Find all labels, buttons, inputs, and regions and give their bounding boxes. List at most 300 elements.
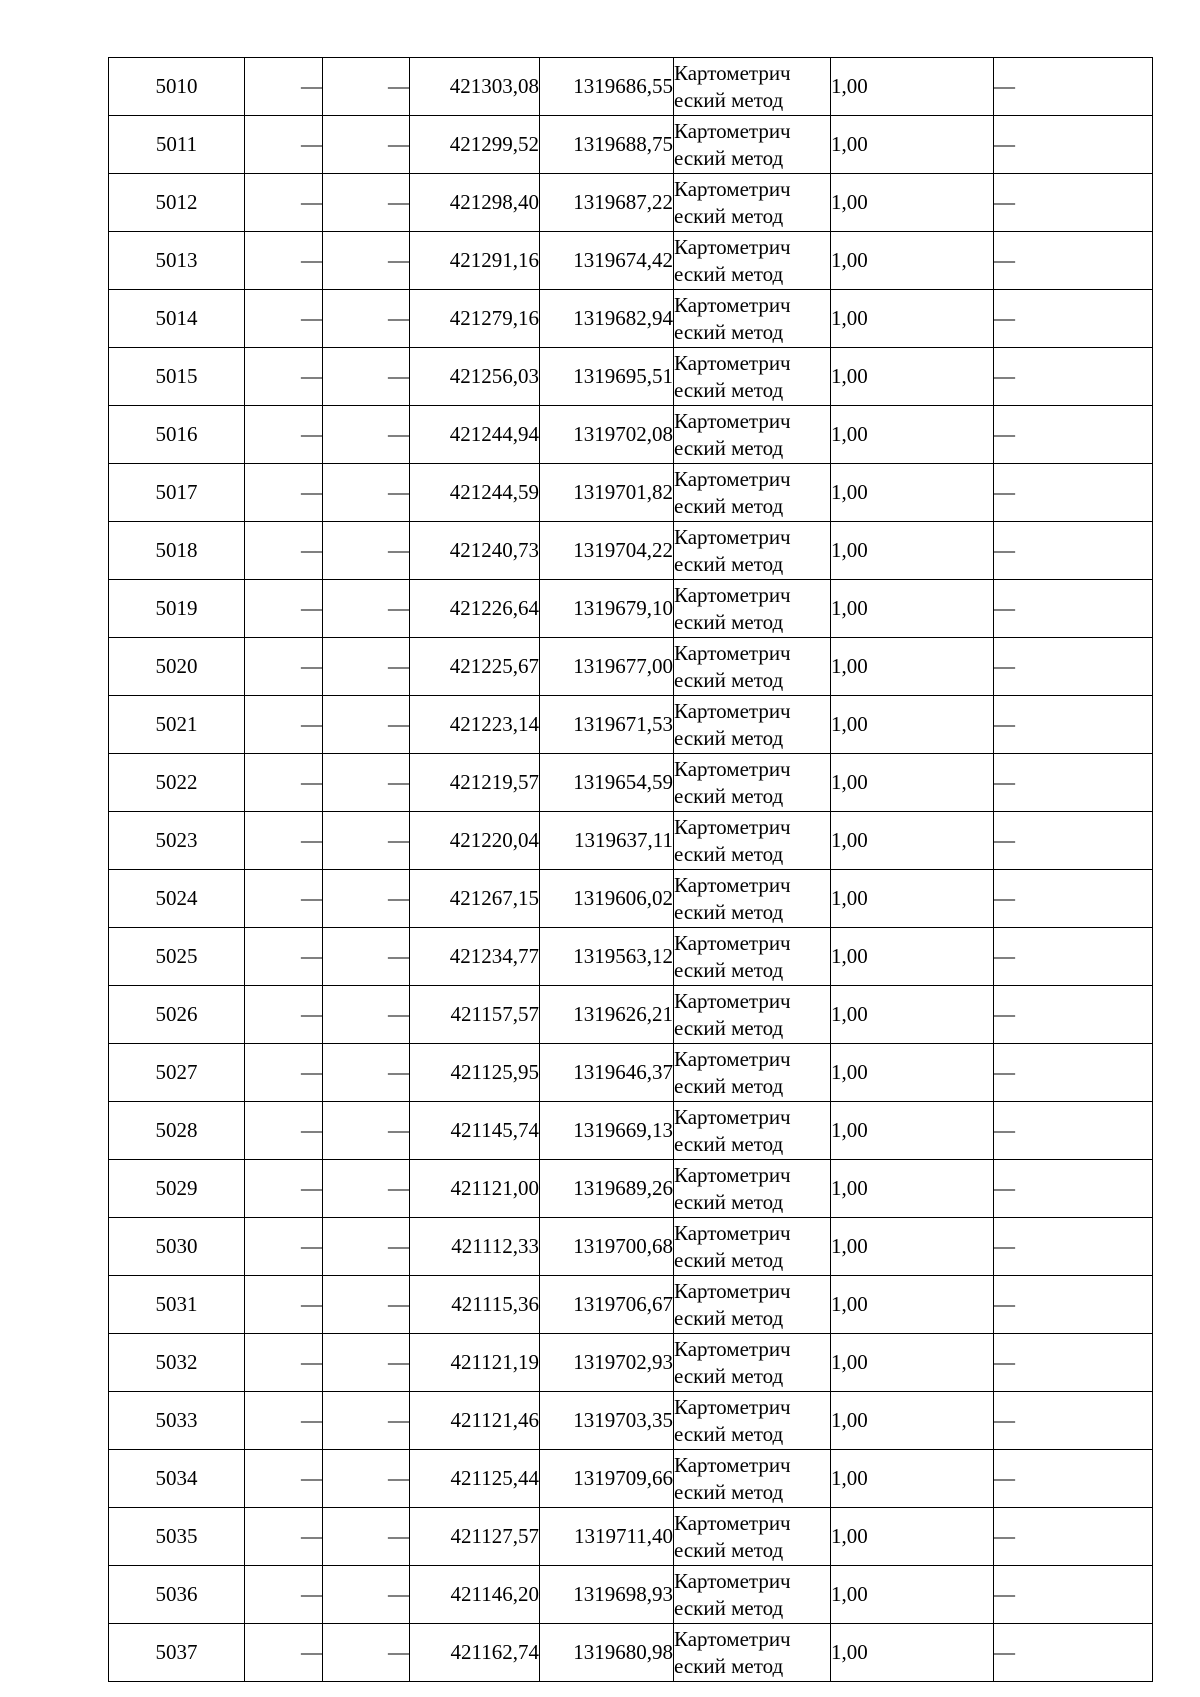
description-dash-cell: — — [994, 406, 1153, 464]
description-dash-cell: — — [994, 1624, 1153, 1682]
empty-dash-cell: — — [323, 1276, 410, 1334]
method-line-1: Картометрич — [674, 1394, 791, 1419]
point-number-cell: 5022 — [109, 754, 245, 812]
table-row — [109, 58, 1153, 116]
method-line-1: Картометрич — [674, 582, 791, 607]
point-number-cell: 5037 — [109, 1624, 245, 1682]
empty-dash-cell: — — [245, 1450, 323, 1508]
description-dash-cell: — — [994, 1392, 1153, 1450]
empty-dash-cell: — — [323, 1566, 410, 1624]
point-number-cell: 5034 — [109, 1450, 245, 1508]
y-coordinate-cell: 1319677,00 — [540, 638, 674, 696]
method-cell — [674, 1102, 831, 1160]
description-dash-cell: — — [994, 232, 1153, 290]
method-cell — [674, 696, 831, 754]
accuracy-cell: 1,00 — [831, 812, 994, 870]
method-cell — [674, 232, 831, 290]
method-line-2: еский метод — [674, 725, 784, 750]
method-line-2: еский метод — [674, 1131, 784, 1156]
method-cell — [674, 406, 831, 464]
description-dash-cell: — — [994, 1160, 1153, 1218]
table-row — [109, 1160, 1153, 1218]
description-dash-cell: — — [994, 290, 1153, 348]
y-coordinate-cell: 1319671,53 — [540, 696, 674, 754]
x-coordinate-cell: 421115,36 — [410, 1276, 540, 1334]
x-coordinate-cell: 421121,00 — [410, 1160, 540, 1218]
method-line-2: еский метод — [674, 957, 784, 982]
table-row — [109, 1508, 1153, 1566]
description-dash-cell: — — [994, 464, 1153, 522]
method-line-1: Картометрич — [674, 756, 791, 781]
table-row — [109, 174, 1153, 232]
method-cell — [674, 116, 831, 174]
method-cell — [674, 1624, 831, 1682]
method-line-2: еский метод — [674, 1305, 784, 1330]
empty-dash-cell: — — [323, 290, 410, 348]
y-coordinate-cell: 1319704,22 — [540, 522, 674, 580]
point-number-cell: 5033 — [109, 1392, 245, 1450]
method-line-2: еский метод — [674, 1479, 784, 1504]
method-line-1: Картометрич — [674, 350, 791, 375]
description-dash-cell: — — [994, 580, 1153, 638]
empty-dash-cell: — — [245, 1566, 323, 1624]
empty-dash-cell: — — [245, 1160, 323, 1218]
description-dash-cell: — — [994, 116, 1153, 174]
method-line-1: Картометрич — [674, 872, 791, 897]
empty-dash-cell: — — [323, 580, 410, 638]
method-line-1: Картометрич — [674, 814, 791, 839]
method-cell — [674, 1334, 831, 1392]
point-number-cell: 5030 — [109, 1218, 245, 1276]
description-dash-cell: — — [994, 870, 1153, 928]
empty-dash-cell: — — [245, 406, 323, 464]
table-row — [109, 928, 1153, 986]
y-coordinate-cell: 1319637,11 — [540, 812, 674, 870]
empty-dash-cell: — — [323, 1392, 410, 1450]
method-cell — [674, 58, 831, 116]
method-line-2: еский метод — [674, 435, 784, 460]
point-number-cell: 5029 — [109, 1160, 245, 1218]
y-coordinate-cell: 1319686,55 — [540, 58, 674, 116]
method-line-2: еский метод — [674, 667, 784, 692]
accuracy-cell: 1,00 — [831, 348, 994, 406]
empty-dash-cell: — — [323, 638, 410, 696]
method-line-1: Картометрич — [674, 176, 791, 201]
method-line-2: еский метод — [674, 1189, 784, 1214]
method-line-2: еский метод — [674, 1421, 784, 1446]
empty-dash-cell: — — [323, 464, 410, 522]
empty-dash-cell: — — [323, 406, 410, 464]
y-coordinate-cell: 1319687,22 — [540, 174, 674, 232]
point-number-cell: 5026 — [109, 986, 245, 1044]
table-row — [109, 1566, 1153, 1624]
method-line-1: Картометрич — [674, 988, 791, 1013]
method-line-1: Картометрич — [674, 1626, 791, 1651]
method-line-1: Картометрич — [674, 1510, 791, 1535]
empty-dash-cell: — — [245, 1392, 323, 1450]
method-line-2: еский метод — [674, 377, 784, 402]
point-number-cell: 5031 — [109, 1276, 245, 1334]
table-row — [109, 1334, 1153, 1392]
empty-dash-cell: — — [323, 986, 410, 1044]
point-number-cell: 5016 — [109, 406, 245, 464]
table-body — [109, 58, 1153, 1682]
empty-dash-cell: — — [245, 986, 323, 1044]
method-line-2: еский метод — [674, 1537, 784, 1562]
method-cell — [674, 1218, 831, 1276]
method-cell — [674, 1392, 831, 1450]
accuracy-cell: 1,00 — [831, 870, 994, 928]
x-coordinate-cell: 421127,57 — [410, 1508, 540, 1566]
x-coordinate-cell: 421112,33 — [410, 1218, 540, 1276]
x-coordinate-cell: 421244,94 — [410, 406, 540, 464]
y-coordinate-cell: 1319689,26 — [540, 1160, 674, 1218]
method-cell — [674, 174, 831, 232]
description-dash-cell: — — [994, 58, 1153, 116]
accuracy-cell: 1,00 — [831, 754, 994, 812]
coordinates-table — [108, 57, 1153, 1682]
table-row — [109, 348, 1153, 406]
point-number-cell: 5028 — [109, 1102, 245, 1160]
y-coordinate-cell: 1319711,40 — [540, 1508, 674, 1566]
x-coordinate-cell: 421121,46 — [410, 1392, 540, 1450]
method-cell — [674, 986, 831, 1044]
empty-dash-cell: — — [245, 116, 323, 174]
method-line-2: еский метод — [674, 203, 784, 228]
y-coordinate-cell: 1319606,02 — [540, 870, 674, 928]
y-coordinate-cell: 1319682,94 — [540, 290, 674, 348]
description-dash-cell: — — [994, 928, 1153, 986]
empty-dash-cell: — — [323, 1624, 410, 1682]
x-coordinate-cell: 421240,73 — [410, 522, 540, 580]
accuracy-cell: 1,00 — [831, 696, 994, 754]
empty-dash-cell: — — [323, 754, 410, 812]
method-line-2: еский метод — [674, 1015, 784, 1040]
y-coordinate-cell: 1319654,59 — [540, 754, 674, 812]
description-dash-cell: — — [994, 1508, 1153, 1566]
accuracy-cell: 1,00 — [831, 406, 994, 464]
empty-dash-cell: — — [245, 464, 323, 522]
y-coordinate-cell: 1319702,93 — [540, 1334, 674, 1392]
accuracy-cell: 1,00 — [831, 1102, 994, 1160]
table-row — [109, 1102, 1153, 1160]
table-row — [109, 870, 1153, 928]
y-coordinate-cell: 1319700,68 — [540, 1218, 674, 1276]
method-line-1: Картометрич — [674, 118, 791, 143]
table-row — [109, 1276, 1153, 1334]
empty-dash-cell: — — [245, 290, 323, 348]
method-cell — [674, 464, 831, 522]
description-dash-cell: — — [994, 696, 1153, 754]
method-line-1: Картометрич — [674, 1104, 791, 1129]
method-cell — [674, 1276, 831, 1334]
method-line-1: Картометрич — [674, 408, 791, 433]
table-row — [109, 1218, 1153, 1276]
empty-dash-cell: — — [323, 348, 410, 406]
table-row — [109, 696, 1153, 754]
x-coordinate-cell: 421256,03 — [410, 348, 540, 406]
x-coordinate-cell: 421291,16 — [410, 232, 540, 290]
description-dash-cell: — — [994, 348, 1153, 406]
y-coordinate-cell: 1319669,13 — [540, 1102, 674, 1160]
description-dash-cell: — — [994, 754, 1153, 812]
point-number-cell: 5032 — [109, 1334, 245, 1392]
empty-dash-cell: — — [323, 232, 410, 290]
method-line-2: еский метод — [674, 1595, 784, 1620]
accuracy-cell: 1,00 — [831, 1044, 994, 1102]
table-row — [109, 1392, 1153, 1450]
table-row — [109, 464, 1153, 522]
description-dash-cell: — — [994, 1276, 1153, 1334]
table-row — [109, 986, 1153, 1044]
method-line-2: еский метод — [674, 319, 784, 344]
point-number-cell: 5027 — [109, 1044, 245, 1102]
empty-dash-cell: — — [245, 1624, 323, 1682]
method-line-1: Картометрич — [674, 640, 791, 665]
accuracy-cell: 1,00 — [831, 464, 994, 522]
x-coordinate-cell: 421162,74 — [410, 1624, 540, 1682]
empty-dash-cell: — — [245, 232, 323, 290]
method-cell — [674, 522, 831, 580]
empty-dash-cell: — — [245, 1218, 323, 1276]
method-line-1: Картометрич — [674, 292, 791, 317]
accuracy-cell: 1,00 — [831, 522, 994, 580]
method-line-1: Картометрич — [674, 1278, 791, 1303]
method-cell — [674, 348, 831, 406]
accuracy-cell: 1,00 — [831, 986, 994, 1044]
accuracy-cell: 1,00 — [831, 1218, 994, 1276]
table-row — [109, 522, 1153, 580]
table-row — [109, 1624, 1153, 1682]
point-number-cell: 5023 — [109, 812, 245, 870]
empty-dash-cell: — — [323, 1102, 410, 1160]
x-coordinate-cell: 421220,04 — [410, 812, 540, 870]
point-number-cell: 5013 — [109, 232, 245, 290]
empty-dash-cell: — — [323, 1044, 410, 1102]
description-dash-cell: — — [994, 1334, 1153, 1392]
empty-dash-cell: — — [245, 812, 323, 870]
table-row — [109, 1450, 1153, 1508]
x-coordinate-cell: 421299,52 — [410, 116, 540, 174]
accuracy-cell: 1,00 — [831, 1334, 994, 1392]
description-dash-cell: — — [994, 812, 1153, 870]
method-line-2: еский метод — [674, 1073, 784, 1098]
point-number-cell: 5017 — [109, 464, 245, 522]
point-number-cell: 5015 — [109, 348, 245, 406]
method-cell — [674, 928, 831, 986]
y-coordinate-cell: 1319563,12 — [540, 928, 674, 986]
method-line-2: еский метод — [674, 899, 784, 924]
method-line-1: Картометрич — [674, 234, 791, 259]
method-cell — [674, 754, 831, 812]
table-row — [109, 812, 1153, 870]
description-dash-cell: — — [994, 1044, 1153, 1102]
y-coordinate-cell: 1319626,21 — [540, 986, 674, 1044]
empty-dash-cell: — — [323, 928, 410, 986]
method-line-2: еский метод — [674, 493, 784, 518]
x-coordinate-cell: 421226,64 — [410, 580, 540, 638]
description-dash-cell: — — [994, 986, 1153, 1044]
point-number-cell: 5036 — [109, 1566, 245, 1624]
empty-dash-cell: — — [245, 928, 323, 986]
method-cell — [674, 1160, 831, 1218]
y-coordinate-cell: 1319701,82 — [540, 464, 674, 522]
method-line-1: Картометрич — [674, 466, 791, 491]
empty-dash-cell: — — [323, 1508, 410, 1566]
method-line-2: еский метод — [674, 261, 784, 286]
x-coordinate-cell: 421125,44 — [410, 1450, 540, 1508]
x-coordinate-cell: 421267,15 — [410, 870, 540, 928]
method-cell — [674, 580, 831, 638]
method-line-1: Картометрич — [674, 1162, 791, 1187]
x-coordinate-cell: 421303,08 — [410, 58, 540, 116]
accuracy-cell: 1,00 — [831, 1392, 994, 1450]
x-coordinate-cell: 421219,57 — [410, 754, 540, 812]
empty-dash-cell: — — [245, 696, 323, 754]
accuracy-cell: 1,00 — [831, 928, 994, 986]
x-coordinate-cell: 421279,16 — [410, 290, 540, 348]
description-dash-cell: — — [994, 522, 1153, 580]
method-line-2: еский метод — [674, 1247, 784, 1272]
method-line-1: Картометрич — [674, 1452, 791, 1477]
point-number-cell: 5035 — [109, 1508, 245, 1566]
method-line-1: Картометрич — [674, 1568, 791, 1593]
accuracy-cell: 1,00 — [831, 1508, 994, 1566]
method-cell — [674, 638, 831, 696]
point-number-cell: 5011 — [109, 116, 245, 174]
method-line-1: Картометрич — [674, 930, 791, 955]
description-dash-cell: — — [994, 1102, 1153, 1160]
x-coordinate-cell: 421125,95 — [410, 1044, 540, 1102]
accuracy-cell: 1,00 — [831, 174, 994, 232]
point-number-cell: 5025 — [109, 928, 245, 986]
empty-dash-cell: — — [323, 522, 410, 580]
x-coordinate-cell: 421244,59 — [410, 464, 540, 522]
empty-dash-cell: — — [245, 870, 323, 928]
point-number-cell: 5014 — [109, 290, 245, 348]
empty-dash-cell: — — [245, 1102, 323, 1160]
accuracy-cell: 1,00 — [831, 116, 994, 174]
x-coordinate-cell: 421225,67 — [410, 638, 540, 696]
empty-dash-cell: — — [245, 1508, 323, 1566]
description-dash-cell: — — [994, 1450, 1153, 1508]
accuracy-cell: 1,00 — [831, 1276, 994, 1334]
y-coordinate-cell: 1319706,67 — [540, 1276, 674, 1334]
method-line-2: еский метод — [674, 783, 784, 808]
accuracy-cell: 1,00 — [831, 290, 994, 348]
empty-dash-cell: — — [245, 1276, 323, 1334]
y-coordinate-cell: 1319680,98 — [540, 1624, 674, 1682]
point-number-cell: 5019 — [109, 580, 245, 638]
method-line-2: еский метод — [674, 87, 784, 112]
method-line-1: Картометрич — [674, 60, 791, 85]
method-line-2: еский метод — [674, 1653, 784, 1678]
y-coordinate-cell: 1319674,42 — [540, 232, 674, 290]
method-line-2: еский метод — [674, 551, 784, 576]
method-line-1: Картометрич — [674, 698, 791, 723]
empty-dash-cell: — — [245, 522, 323, 580]
accuracy-cell: 1,00 — [831, 232, 994, 290]
method-cell — [674, 1450, 831, 1508]
accuracy-cell: 1,00 — [831, 1450, 994, 1508]
accuracy-cell: 1,00 — [831, 638, 994, 696]
point-number-cell: 5020 — [109, 638, 245, 696]
method-cell — [674, 1508, 831, 1566]
empty-dash-cell: — — [323, 696, 410, 754]
method-line-2: еский метод — [674, 841, 784, 866]
empty-dash-cell: — — [323, 58, 410, 116]
table-row — [109, 754, 1153, 812]
accuracy-cell: 1,00 — [831, 1160, 994, 1218]
empty-dash-cell: — — [323, 1218, 410, 1276]
y-coordinate-cell: 1319703,35 — [540, 1392, 674, 1450]
point-number-cell: 5010 — [109, 58, 245, 116]
point-number-cell: 5021 — [109, 696, 245, 754]
accuracy-cell: 1,00 — [831, 1566, 994, 1624]
empty-dash-cell: — — [323, 1450, 410, 1508]
empty-dash-cell: — — [323, 1334, 410, 1392]
description-dash-cell: — — [994, 638, 1153, 696]
table-row — [109, 116, 1153, 174]
method-line-2: еский метод — [674, 1363, 784, 1388]
point-number-cell: 5024 — [109, 870, 245, 928]
empty-dash-cell: — — [323, 116, 410, 174]
y-coordinate-cell: 1319695,51 — [540, 348, 674, 406]
method-line-1: Картометрич — [674, 1336, 791, 1361]
empty-dash-cell: — — [245, 754, 323, 812]
description-dash-cell: — — [994, 1218, 1153, 1276]
y-coordinate-cell: 1319688,75 — [540, 116, 674, 174]
empty-dash-cell: — — [323, 870, 410, 928]
table-row — [109, 232, 1153, 290]
x-coordinate-cell: 421234,77 — [410, 928, 540, 986]
empty-dash-cell: — — [323, 174, 410, 232]
x-coordinate-cell: 421145,74 — [410, 1102, 540, 1160]
method-line-1: Картометрич — [674, 524, 791, 549]
method-cell — [674, 870, 831, 928]
empty-dash-cell: — — [245, 638, 323, 696]
x-coordinate-cell: 421121,19 — [410, 1334, 540, 1392]
table-row — [109, 406, 1153, 464]
x-coordinate-cell: 421298,40 — [410, 174, 540, 232]
empty-dash-cell: — — [245, 1334, 323, 1392]
y-coordinate-cell: 1319698,93 — [540, 1566, 674, 1624]
y-coordinate-cell: 1319646,37 — [540, 1044, 674, 1102]
x-coordinate-cell: 421157,57 — [410, 986, 540, 1044]
method-line-1: Картометрич — [674, 1220, 791, 1245]
method-cell — [674, 1044, 831, 1102]
description-dash-cell: — — [994, 174, 1153, 232]
y-coordinate-cell: 1319709,66 — [540, 1450, 674, 1508]
accuracy-cell: 1,00 — [831, 58, 994, 116]
method-cell — [674, 812, 831, 870]
table-row — [109, 638, 1153, 696]
table-row — [109, 290, 1153, 348]
empty-dash-cell: — — [245, 348, 323, 406]
method-cell — [674, 290, 831, 348]
method-line-2: еский метод — [674, 609, 784, 634]
empty-dash-cell: — — [245, 58, 323, 116]
accuracy-cell: 1,00 — [831, 1624, 994, 1682]
x-coordinate-cell: 421223,14 — [410, 696, 540, 754]
empty-dash-cell: — — [245, 174, 323, 232]
y-coordinate-cell: 1319702,08 — [540, 406, 674, 464]
point-number-cell: 5012 — [109, 174, 245, 232]
empty-dash-cell: — — [323, 812, 410, 870]
method-cell — [674, 1566, 831, 1624]
empty-dash-cell: — — [245, 580, 323, 638]
empty-dash-cell: — — [245, 1044, 323, 1102]
